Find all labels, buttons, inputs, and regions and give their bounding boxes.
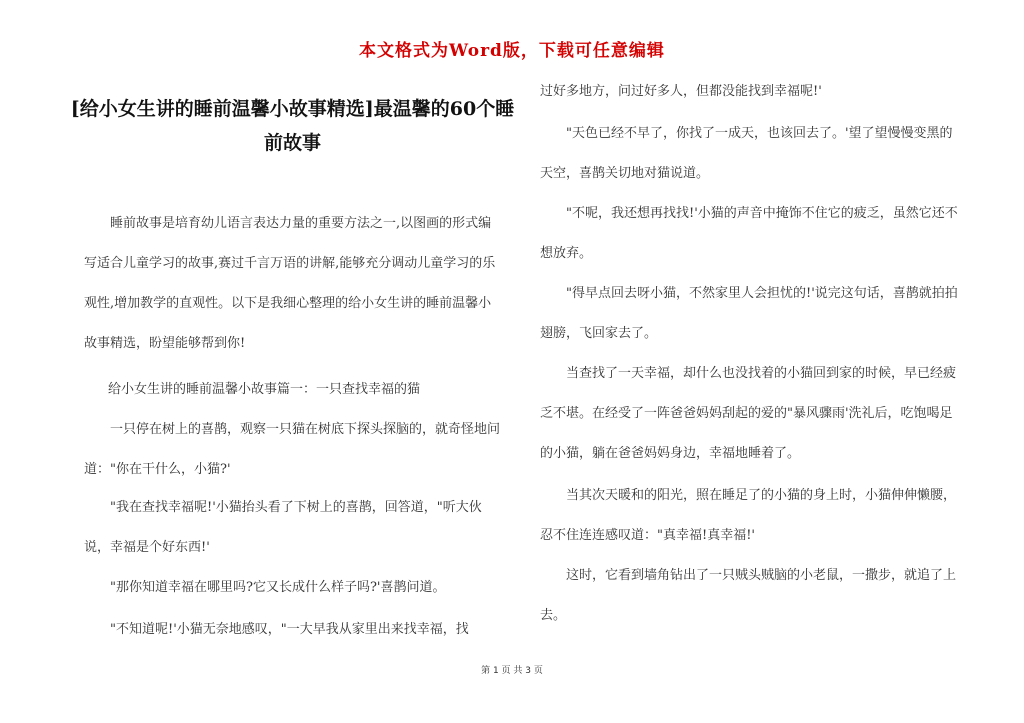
paragraph: 当查找了一天幸福，却什么也没找着的小猫回到家的时候，早已经疲乏不堪。在经受了一阵爸爸妈妈刮起的爱的"暴风骤雨'洗礼后，吃饱喝足的小猫，躺在爸爸妈妈身边，幸福地睡着了。 [540, 366, 957, 461]
paragraph: "那你知道幸福在哪里吗?它又长成什么样子吗?'喜鹊问道。 [110, 580, 446, 595]
paragraph: 过好多地方，问过好多人，但都没能找到幸福呢!' [540, 84, 822, 99]
story-heading: 给小女生讲的睡前温馨小故事篇一：一只查找幸福的猫 [108, 382, 421, 397]
paragraph: 这时，它看到墙角钻出了一只贼头贼脑的小老鼠，一撒步，就追了上去。 [540, 568, 957, 623]
download-banner: 本文格式为Word版，下载可任意编辑 [359, 41, 665, 61]
paragraph: "不呢，我还想再找找!'小猫的声音中掩饰不住它的疲乏，虽然它还不想放弃。 [540, 206, 958, 261]
paragraph: 当其次天暖和的阳光，照在睡足了的小猫的身上时，小猫伸伸懒腰，忍不住连连感叹道："真幸福!真幸福!' [540, 488, 957, 543]
page-number: 第 1 页 共 3 页 [481, 666, 543, 676]
paragraph: 睡前故事是培育幼儿语言表达力量的重要方法之一,以图画的形式编写适合儿童学习的故事,赛过千言万语的讲解,能够充分调动儿童学习的乐观性,增加教学的直观性。以下是我细心整理的给小女生讲的睡前温馨小故事精选，盼望能够帮到你! [84, 216, 496, 351]
document-title: [给小女生讲的睡前温馨小故事精选]最温馨的60个睡前故事 [70, 98, 515, 154]
paragraph: 一只停在树上的喜鹊，观察一只猫在树底下探头探脑的，就奇怪地问道："你在干什么，小猫?' [84, 422, 501, 477]
paragraph: "我在查找幸福呢!'小猫抬头看了下树上的喜鹊，回答道，"听大伙说，幸福是个好东西!' [84, 500, 482, 555]
paragraph: "不知道呢!'小猫无奈地感叹，"一大早我从家里出来找幸福，找 [110, 622, 469, 637]
paragraph: "天色已经不早了，你找了一成天，也该回去了。'望了望慢慢变黑的天空，喜鹊关切地对猫说道。 [540, 126, 953, 181]
paragraph: "得早点回去呀小猫，不然家里人会担忧的!'说完这句话，喜鹊就拍拍翅膀，飞回家去了。 [540, 286, 958, 341]
